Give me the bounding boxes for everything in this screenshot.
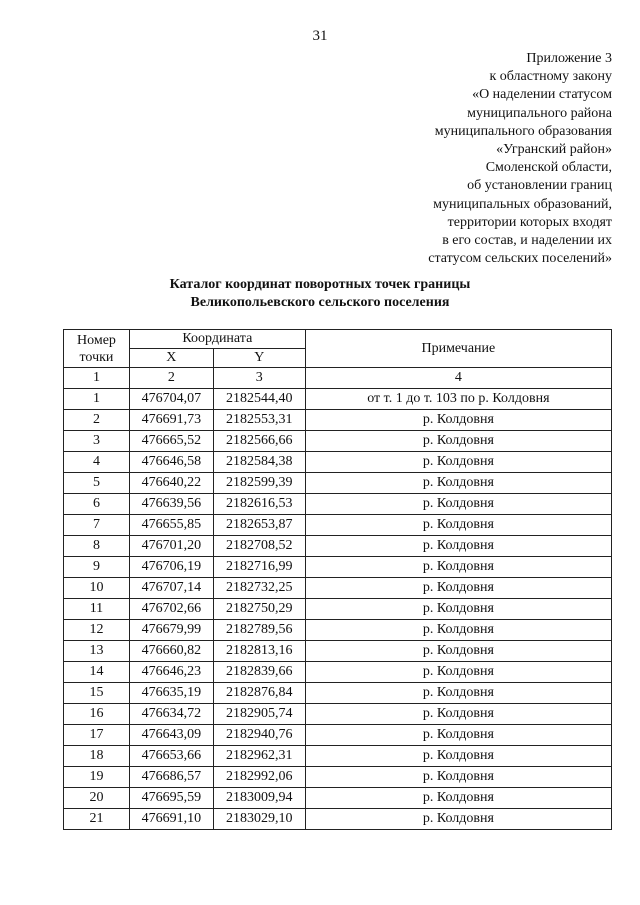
x-coordinate-cell: 476691,73: [129, 410, 213, 431]
point-number-header: Номер точки: [64, 330, 130, 368]
point-number-cell: 11: [64, 599, 130, 620]
x-coordinate-cell: 476704,07: [129, 389, 213, 410]
note-header: Примечание: [305, 330, 611, 368]
y-coordinate-cell: 2182750,29: [213, 599, 305, 620]
table-row: [64, 557, 612, 578]
point-number-cell: 20: [64, 788, 130, 809]
point-number-cell: 1: [64, 389, 130, 410]
table-row: [64, 389, 612, 410]
point-number-cell: 19: [64, 767, 130, 788]
y-coordinate-cell: 2182553,31: [213, 410, 305, 431]
point-number-cell: 6: [64, 494, 130, 515]
column-number-row: [64, 368, 612, 389]
note-cell: р. Колдовня: [305, 473, 611, 494]
point-number-cell: 10: [64, 578, 130, 599]
note-cell: р. Колдовня: [305, 662, 611, 683]
x-coordinate-cell: 476679,99: [129, 620, 213, 641]
note-cell: р. Колдовня: [305, 641, 611, 662]
y-coordinate-cell: 2182992,06: [213, 767, 305, 788]
table-row: [64, 515, 612, 536]
x-coordinate-cell: 476686,57: [129, 767, 213, 788]
point-number-cell: 17: [64, 725, 130, 746]
point-number-cell: 15: [64, 683, 130, 704]
table-row: [64, 578, 612, 599]
x-coordinate-cell: 476643,09: [129, 725, 213, 746]
y-coordinate-cell: 2182732,25: [213, 578, 305, 599]
point-number-cell: 2: [64, 410, 130, 431]
table-row: [64, 788, 612, 809]
note-cell: р. Колдовня: [305, 452, 611, 473]
y-coordinate-cell: 2182813,16: [213, 641, 305, 662]
x-coordinate-cell: 476665,52: [129, 431, 213, 452]
y-coordinate-cell: 2182716,99: [213, 557, 305, 578]
y-coordinate-cell: 2182544,40: [213, 389, 305, 410]
x-coordinate-cell: 476691,10: [129, 809, 213, 830]
page-number: 31: [312, 28, 328, 44]
column-number: 4: [305, 368, 611, 389]
note-cell: р. Колдовня: [305, 683, 611, 704]
appendix-line: «Угранский район»: [496, 142, 612, 158]
coordinates-table: [63, 329, 612, 830]
x-coordinate-cell: 476655,85: [129, 515, 213, 536]
x-coordinate-cell: 476701,20: [129, 536, 213, 557]
column-number: 1: [64, 368, 130, 389]
y-coordinate-cell: 2182599,39: [213, 473, 305, 494]
appendix-line: «О наделении статусом: [472, 87, 612, 103]
y-coordinate-cell: 2182616,53: [213, 494, 305, 515]
y-coordinate-cell: 2182962,31: [213, 746, 305, 767]
table-row: [64, 599, 612, 620]
x-coordinate-cell: 476653,66: [129, 746, 213, 767]
y-coordinate-cell: 2182584,38: [213, 452, 305, 473]
note-cell: р. Колдовня: [305, 599, 611, 620]
table-row: [64, 494, 612, 515]
x-coordinate-cell: 476706,19: [129, 557, 213, 578]
point-number-cell: 16: [64, 704, 130, 725]
table-row: [64, 536, 612, 557]
x-coordinate-cell: 476695,59: [129, 788, 213, 809]
note-cell: р. Колдовня: [305, 410, 611, 431]
y-coordinate-cell: 2182839,66: [213, 662, 305, 683]
point-number-cell: 9: [64, 557, 130, 578]
document-title: [0, 276, 640, 312]
appendix-line: муниципального образования: [434, 123, 612, 139]
y-header: Y: [213, 349, 305, 368]
note-cell: р. Колдовня: [305, 746, 611, 767]
point-number-cell: 21: [64, 809, 130, 830]
note-cell: р. Колдовня: [305, 431, 611, 452]
point-number-cell: 13: [64, 641, 130, 662]
note-cell: р. Колдовня: [305, 788, 611, 809]
point-number-cell: 8: [64, 536, 130, 557]
appendix-line: в его состав, и наделении их: [442, 233, 612, 249]
note-cell: р. Колдовня: [305, 809, 611, 830]
note-cell: р. Колдовня: [305, 494, 611, 515]
appendix-line: об установлении границ: [467, 178, 612, 194]
table-row: [64, 662, 612, 683]
point-number-cell: 7: [64, 515, 130, 536]
table-row: [64, 620, 612, 641]
x-coordinate-cell: 476707,14: [129, 578, 213, 599]
x-coordinate-cell: 476640,22: [129, 473, 213, 494]
table-body: [64, 389, 612, 830]
note-cell: р. Колдовня: [305, 578, 611, 599]
table-row: [64, 683, 612, 704]
y-coordinate-cell: 2182653,87: [213, 515, 305, 536]
title-line: Великопольевского сельского поселения: [190, 295, 450, 310]
x-coordinate-cell: 476660,82: [129, 641, 213, 662]
point-number-cell: 12: [64, 620, 130, 641]
coordinate-header: Координата: [129, 330, 305, 349]
appendix-line: к областному закону: [489, 69, 612, 85]
note-cell: р. Колдовня: [305, 515, 611, 536]
point-number-cell: 5: [64, 473, 130, 494]
appendix-line: Приложение 3: [526, 51, 612, 66]
point-number-cell: 4: [64, 452, 130, 473]
point-number-cell: 14: [64, 662, 130, 683]
note-cell: р. Колдовня: [305, 536, 611, 557]
table-row: [64, 473, 612, 494]
x-coordinate-cell: 476635,19: [129, 683, 213, 704]
note-cell: р. Колдовня: [305, 620, 611, 641]
appendix-line: статусом сельских поселений»: [428, 251, 612, 267]
appendix-line: Смоленской области,: [485, 160, 612, 176]
y-coordinate-cell: 2182708,52: [213, 536, 305, 557]
column-number: 2: [129, 368, 213, 389]
x-coordinate-cell: 476634,72: [129, 704, 213, 725]
y-coordinate-cell: 2182566,66: [213, 431, 305, 452]
y-coordinate-cell: 2182905,74: [213, 704, 305, 725]
y-coordinate-cell: 2183029,10: [213, 809, 305, 830]
appendix-line: территории которых входят: [447, 214, 612, 230]
table-row: [64, 809, 612, 830]
x-coordinate-cell: 476646,23: [129, 662, 213, 683]
table-row: [64, 746, 612, 767]
note-cell: р. Колдовня: [305, 557, 611, 578]
table-row: [64, 431, 612, 452]
x-coordinate-cell: 476646,58: [129, 452, 213, 473]
y-coordinate-cell: 2182940,76: [213, 725, 305, 746]
column-number: 3: [213, 368, 305, 389]
table-row: [64, 704, 612, 725]
appendix-line: муниципального района: [467, 105, 612, 121]
y-coordinate-cell: 2183009,94: [213, 788, 305, 809]
table-row: [64, 767, 612, 788]
point-number-cell: 3: [64, 431, 130, 452]
note-cell: р. Колдовня: [305, 767, 611, 788]
x-coordinate-cell: 476639,56: [129, 494, 213, 515]
table-row: [64, 641, 612, 662]
table-row: [64, 410, 612, 431]
table-row: [64, 452, 612, 473]
title-line: Каталог координат поворотных точек границы: [169, 277, 471, 292]
note-cell: р. Колдовня: [305, 725, 611, 746]
x-coordinate-cell: 476702,66: [129, 599, 213, 620]
y-coordinate-cell: 2182789,56: [213, 620, 305, 641]
note-cell: р. Колдовня: [305, 704, 611, 725]
x-header: X: [129, 349, 213, 368]
appendix-header: [428, 50, 612, 268]
y-coordinate-cell: 2182876,84: [213, 683, 305, 704]
point-number-cell: 18: [64, 746, 130, 767]
table-row: [64, 725, 612, 746]
note-cell: от т. 1 до т. 103 по р. Колдовня: [305, 389, 611, 410]
appendix-line: муниципальных образований,: [433, 196, 612, 212]
